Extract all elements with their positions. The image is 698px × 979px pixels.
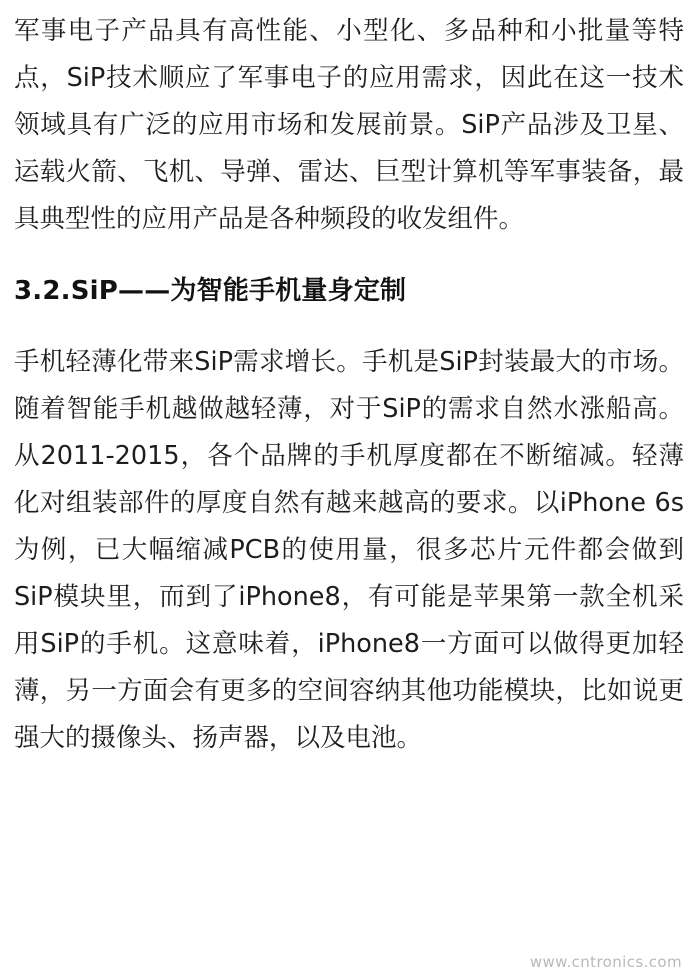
paragraph-smartphone-sip: 手机轻薄化带来SiP需求增长。手机是SiP封装最大的市场。随着智能手机越做越轻薄，对于SiP的需求自然水涨船高。从2011-2015，各个品牌的手机厚度都在不断缩减。轻薄化对组装部件的厚度自然有越来越高的要求。以iPhone 6s为例，已大幅缩减PCB的使用量，很多芯片元件都会做到SiP模块里，而到了iPhone8，有可能是苹果第一款全机采用SiP的手机。这意味着，iPhone8一方面可以做得更加轻薄，另一方面会有更多的空间容纳其他功能模块，比如说更强大的摄像头、扬声器，以及电池。: [14, 347, 684, 753]
section-heading-3-2: 3.2.SiP——为智能手机量身定制: [14, 276, 407, 306]
watermark-site-url: www.cntronics.com: [529, 953, 682, 971]
paragraph-military-electronics: 军事电子产品具有高性能、小型化、多品种和小批量等特点，SiP技术顺应了军事电子的应用需求，因此在这一技术领域具有广泛的应用市场和发展前景。SiP产品涉及卫星、运载火箭、飞机、导弹、雷达、巨型计算机等军事装备，最具典型性的应用产品是各种频段的收发组件。: [14, 16, 684, 234]
